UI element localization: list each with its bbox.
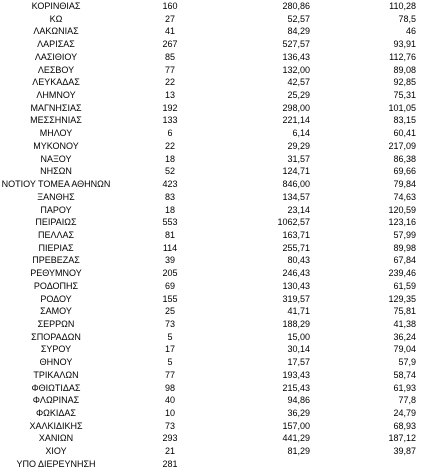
cases-cell: 69 bbox=[164, 280, 175, 291]
region-name-cell: ΣΕΡΡΩΝ bbox=[37, 318, 75, 329]
change-cell: 61,93 bbox=[393, 382, 416, 393]
cases-cell: 160 bbox=[162, 1, 178, 11]
table-row bbox=[0, 458, 434, 471]
change-cell: 86,38 bbox=[393, 153, 416, 164]
rate-cell: 134,57 bbox=[282, 191, 310, 202]
table-row bbox=[0, 114, 434, 127]
cases-cell: 293 bbox=[162, 433, 178, 444]
region-name-cell: ΧΙΟΥ bbox=[45, 446, 67, 457]
table-row bbox=[0, 216, 434, 229]
region-name-cell: ΘΗΝΟΥ bbox=[39, 357, 73, 368]
cases-cell: 73 bbox=[164, 318, 175, 329]
rate-cell: 31,57 bbox=[287, 153, 310, 164]
table-row bbox=[0, 25, 434, 38]
region-name-cell: ΚΩ bbox=[49, 13, 63, 24]
region-name-cell: ΝΑΞΟΥ bbox=[40, 153, 72, 164]
cases-cell: 77 bbox=[164, 64, 175, 75]
rate-cell: 94,86 bbox=[287, 395, 310, 406]
table-row bbox=[0, 178, 434, 191]
change-cell: 74,63 bbox=[393, 191, 416, 202]
table-row bbox=[0, 204, 434, 217]
rate-cell: 42,57 bbox=[287, 77, 310, 88]
change-cell: 75,81 bbox=[393, 306, 416, 317]
table-row bbox=[0, 242, 434, 255]
region-name-cell: ΜΕΣΣΗΝΙΑΣ bbox=[30, 115, 82, 126]
rate-cell: 29,29 bbox=[287, 140, 310, 151]
cases-cell: 83 bbox=[164, 191, 175, 202]
rate-cell: 280,86 bbox=[282, 1, 310, 11]
cases-cell: 10 bbox=[164, 408, 175, 418]
region-name-cell: ΠΙΕΡΙΑΣ bbox=[38, 242, 74, 253]
rate-cell: 246,43 bbox=[282, 268, 310, 279]
region-name-cell: ΛΑΣΙΘΙΟΥ bbox=[34, 51, 78, 62]
table-row bbox=[0, 165, 434, 178]
table-row bbox=[0, 331, 434, 344]
table-row bbox=[0, 420, 434, 433]
table-row bbox=[0, 382, 434, 395]
cases-cell: 205 bbox=[162, 268, 178, 279]
region-name-cell: ΚΟΡΙΝΘΙΑΣ bbox=[31, 1, 81, 11]
cases-cell: 22 bbox=[164, 77, 175, 88]
rate-cell: 52,57 bbox=[287, 13, 310, 24]
rate-cell: 298,00 bbox=[282, 102, 310, 113]
rate-cell: 193,43 bbox=[282, 369, 310, 380]
region-name-cell: ΞΑΝΘΗΣ bbox=[37, 191, 75, 202]
table-row bbox=[0, 102, 434, 115]
change-cell: 93,91 bbox=[393, 39, 416, 50]
table-row bbox=[0, 51, 434, 64]
region-name-cell: ΣΑΜΟΥ bbox=[40, 306, 72, 317]
rate-cell: 215,43 bbox=[282, 382, 310, 393]
rate-cell: 30,14 bbox=[287, 344, 310, 355]
change-cell: 78,5 bbox=[398, 13, 416, 24]
rate-cell: 36,29 bbox=[287, 408, 310, 418]
change-cell: 69,66 bbox=[393, 166, 416, 177]
change-cell: 187,12 bbox=[388, 433, 416, 444]
change-cell: 83,15 bbox=[393, 115, 416, 126]
rate-cell: 157,00 bbox=[282, 420, 310, 431]
region-name-cell: ΠΑΡΟΥ bbox=[40, 204, 72, 215]
rate-cell: 6,14 bbox=[292, 128, 310, 139]
region-name-cell: ΜΗΛΟΥ bbox=[39, 128, 73, 139]
rate-cell: 221,14 bbox=[282, 115, 310, 126]
change-cell: 68,93 bbox=[393, 420, 416, 431]
rate-cell: 124,71 bbox=[282, 166, 310, 177]
cases-cell: 17 bbox=[164, 344, 175, 355]
change-cell: 79,84 bbox=[393, 179, 416, 190]
table-row bbox=[0, 280, 434, 293]
region-name-cell: ΛΕΣΒΟΥ bbox=[37, 64, 75, 75]
cases-cell: 192 bbox=[162, 102, 178, 113]
rate-cell: 1062,57 bbox=[277, 217, 310, 228]
table-row bbox=[0, 318, 434, 331]
table-row bbox=[0, 140, 434, 153]
change-cell: 92,85 bbox=[393, 77, 416, 88]
cases-cell: 281 bbox=[162, 458, 178, 469]
cases-cell: 18 bbox=[164, 204, 175, 215]
change-cell: 75,31 bbox=[393, 90, 416, 101]
table-row bbox=[0, 38, 434, 51]
table-row bbox=[0, 89, 434, 102]
cases-cell: 52 bbox=[164, 166, 175, 177]
region-name-cell: ΜΥΚΟΝΟΥ bbox=[33, 140, 79, 151]
change-cell: 120,59 bbox=[388, 204, 416, 215]
table-row bbox=[0, 293, 434, 306]
change-cell: 67,84 bbox=[393, 255, 416, 266]
region-name-cell: ΝΗΣΩΝ bbox=[40, 166, 72, 177]
region-name-cell: ΡΕΘΥΜΝΟΥ bbox=[30, 268, 82, 279]
region-name-cell: ΦΛΩΡΙΝΑΣ bbox=[32, 395, 80, 406]
change-cell: 58,74 bbox=[393, 369, 416, 380]
rate-cell: 25,29 bbox=[287, 90, 310, 101]
rate-cell: 132,00 bbox=[282, 64, 310, 75]
change-cell: 39,87 bbox=[393, 446, 416, 457]
cases-cell: 41 bbox=[164, 26, 175, 37]
rate-cell: 163,71 bbox=[282, 229, 310, 240]
cases-cell: 423 bbox=[162, 179, 178, 190]
table-row bbox=[0, 191, 434, 204]
region-name-cell: ΧΑΛΚΙΔΙΚΗΣ bbox=[29, 420, 83, 431]
region-name-cell: ΛΑΚΩΝΙΑΣ bbox=[33, 26, 79, 37]
change-cell: 89,98 bbox=[393, 242, 416, 253]
cases-cell: 5 bbox=[167, 331, 173, 342]
region-name-cell: ΥΠΟ ΔΙΕΡΕΥΝΗΣΗ bbox=[16, 458, 96, 469]
table-row bbox=[0, 445, 434, 458]
rate-cell: 130,43 bbox=[282, 280, 310, 291]
cases-cell: 81 bbox=[164, 229, 175, 240]
cases-cell: 13 bbox=[164, 90, 175, 101]
cases-cell: 133 bbox=[162, 115, 178, 126]
region-name-cell: ΠΕΙΡΑΙΩΣ bbox=[35, 217, 77, 228]
change-cell: 57,99 bbox=[393, 229, 416, 240]
change-cell: 77,8 bbox=[398, 395, 416, 406]
region-name-cell: ΣΠΟΡΑΔΩΝ bbox=[31, 331, 81, 342]
change-cell: 217,09 bbox=[388, 140, 416, 151]
table-row bbox=[0, 254, 434, 267]
cases-cell: 25 bbox=[164, 306, 175, 317]
change-cell: 112,76 bbox=[389, 51, 416, 62]
change-cell: 46 bbox=[405, 26, 416, 37]
rate-cell: 17,57 bbox=[287, 357, 310, 368]
change-cell: 110,28 bbox=[389, 1, 416, 11]
cases-cell: 27 bbox=[164, 13, 175, 24]
change-cell: 60,41 bbox=[393, 128, 416, 139]
change-cell: 239,46 bbox=[388, 268, 416, 279]
table-row bbox=[0, 305, 434, 318]
rate-cell: 136,43 bbox=[282, 51, 310, 62]
table-row bbox=[0, 394, 434, 407]
region-name-cell: ΛΗΜΝΟΥ bbox=[36, 90, 76, 101]
cases-cell: 73 bbox=[164, 420, 175, 431]
change-cell: 123,16 bbox=[388, 217, 416, 228]
region-name-cell: ΡΟΔΟΥ bbox=[40, 293, 72, 304]
cases-cell: 553 bbox=[162, 217, 178, 228]
change-cell: 41,38 bbox=[393, 318, 416, 329]
cases-cell: 6 bbox=[167, 128, 173, 139]
cases-cell: 98 bbox=[164, 382, 175, 393]
rate-cell: 188,29 bbox=[282, 318, 310, 329]
cases-cell: 21 bbox=[164, 446, 175, 457]
rate-cell: 81,29 bbox=[287, 446, 310, 457]
change-cell: 79,04 bbox=[393, 344, 416, 355]
change-cell bbox=[332, 458, 434, 471]
region-name-cell: ΛΕΥΚΑΔΑΣ bbox=[32, 77, 80, 88]
change-cell: 24,79 bbox=[393, 408, 416, 418]
rate-cell: 846,00 bbox=[282, 179, 310, 190]
table-row bbox=[0, 267, 434, 280]
table-row bbox=[0, 229, 434, 242]
rate-cell: 255,71 bbox=[282, 242, 310, 253]
rate-cell: 80,43 bbox=[287, 255, 310, 266]
table-row bbox=[0, 127, 434, 140]
region-name-cell: ΠΡΕΒΕΖΑΣ bbox=[32, 255, 80, 266]
rate-cell: 319,57 bbox=[282, 293, 310, 304]
cases-cell: 77 bbox=[164, 369, 175, 380]
region-name-cell: ΠΕΛΛΑΣ bbox=[37, 229, 75, 240]
table-row bbox=[0, 432, 434, 445]
cases-cell: 155 bbox=[162, 293, 178, 304]
cases-cell: 5 bbox=[167, 357, 173, 368]
change-cell: 36,24 bbox=[393, 331, 416, 342]
table-row bbox=[0, 369, 434, 382]
cases-cell: 267 bbox=[162, 39, 178, 50]
table-row bbox=[0, 76, 434, 89]
region-name-cell: ΣΥΡΟΥ bbox=[40, 344, 72, 355]
region-name-cell: ΧΑΝΙΩΝ bbox=[38, 433, 74, 444]
change-cell: 89,08 bbox=[393, 64, 416, 75]
rate-cell: 15,00 bbox=[287, 331, 310, 342]
region-name-cell: ΜΑΓΝΗΣΙΑΣ bbox=[30, 102, 82, 113]
table-row bbox=[0, 0, 434, 13]
table-row bbox=[0, 356, 434, 369]
region-name-cell: ΝΟΤΙΟΥ ΤΟΜΕΑ ΑΘΗΝΩΝ bbox=[1, 179, 111, 190]
rate-cell: 84,29 bbox=[287, 26, 310, 37]
region-name-cell: ΦΘΙΩΤΙΔΑΣ bbox=[31, 382, 81, 393]
table-row bbox=[0, 13, 434, 26]
rate-cell: 41,71 bbox=[287, 306, 310, 317]
change-cell: 61,59 bbox=[393, 280, 416, 291]
table-row bbox=[0, 343, 434, 356]
cases-cell: 39 bbox=[164, 255, 175, 266]
cases-cell: 40 bbox=[164, 395, 175, 406]
rate-cell: 527,57 bbox=[282, 39, 310, 50]
cases-cell: 22 bbox=[164, 140, 175, 151]
cases-cell: 18 bbox=[164, 153, 175, 164]
rate-cell bbox=[228, 458, 332, 471]
change-cell: 101,05 bbox=[388, 102, 416, 113]
rate-cell: 441,29 bbox=[282, 433, 310, 444]
table-row bbox=[0, 64, 434, 77]
cases-cell: 85 bbox=[164, 51, 175, 62]
change-cell: 57,9 bbox=[398, 357, 416, 368]
table-row bbox=[0, 407, 434, 420]
table-row bbox=[0, 153, 434, 166]
region-name-cell: ΦΩΚΙΔΑΣ bbox=[36, 408, 76, 418]
region-name-cell: ΛΑΡΙΣΑΣ bbox=[37, 39, 75, 50]
region-name-cell: ΡΟΔΟΠΗΣ bbox=[33, 280, 79, 291]
rate-cell: 23,14 bbox=[287, 204, 310, 215]
region-name-cell: ΤΡΙΚΑΛΩΝ bbox=[33, 369, 79, 380]
change-cell: 129,35 bbox=[388, 293, 416, 304]
cases-cell: 114 bbox=[162, 242, 178, 253]
